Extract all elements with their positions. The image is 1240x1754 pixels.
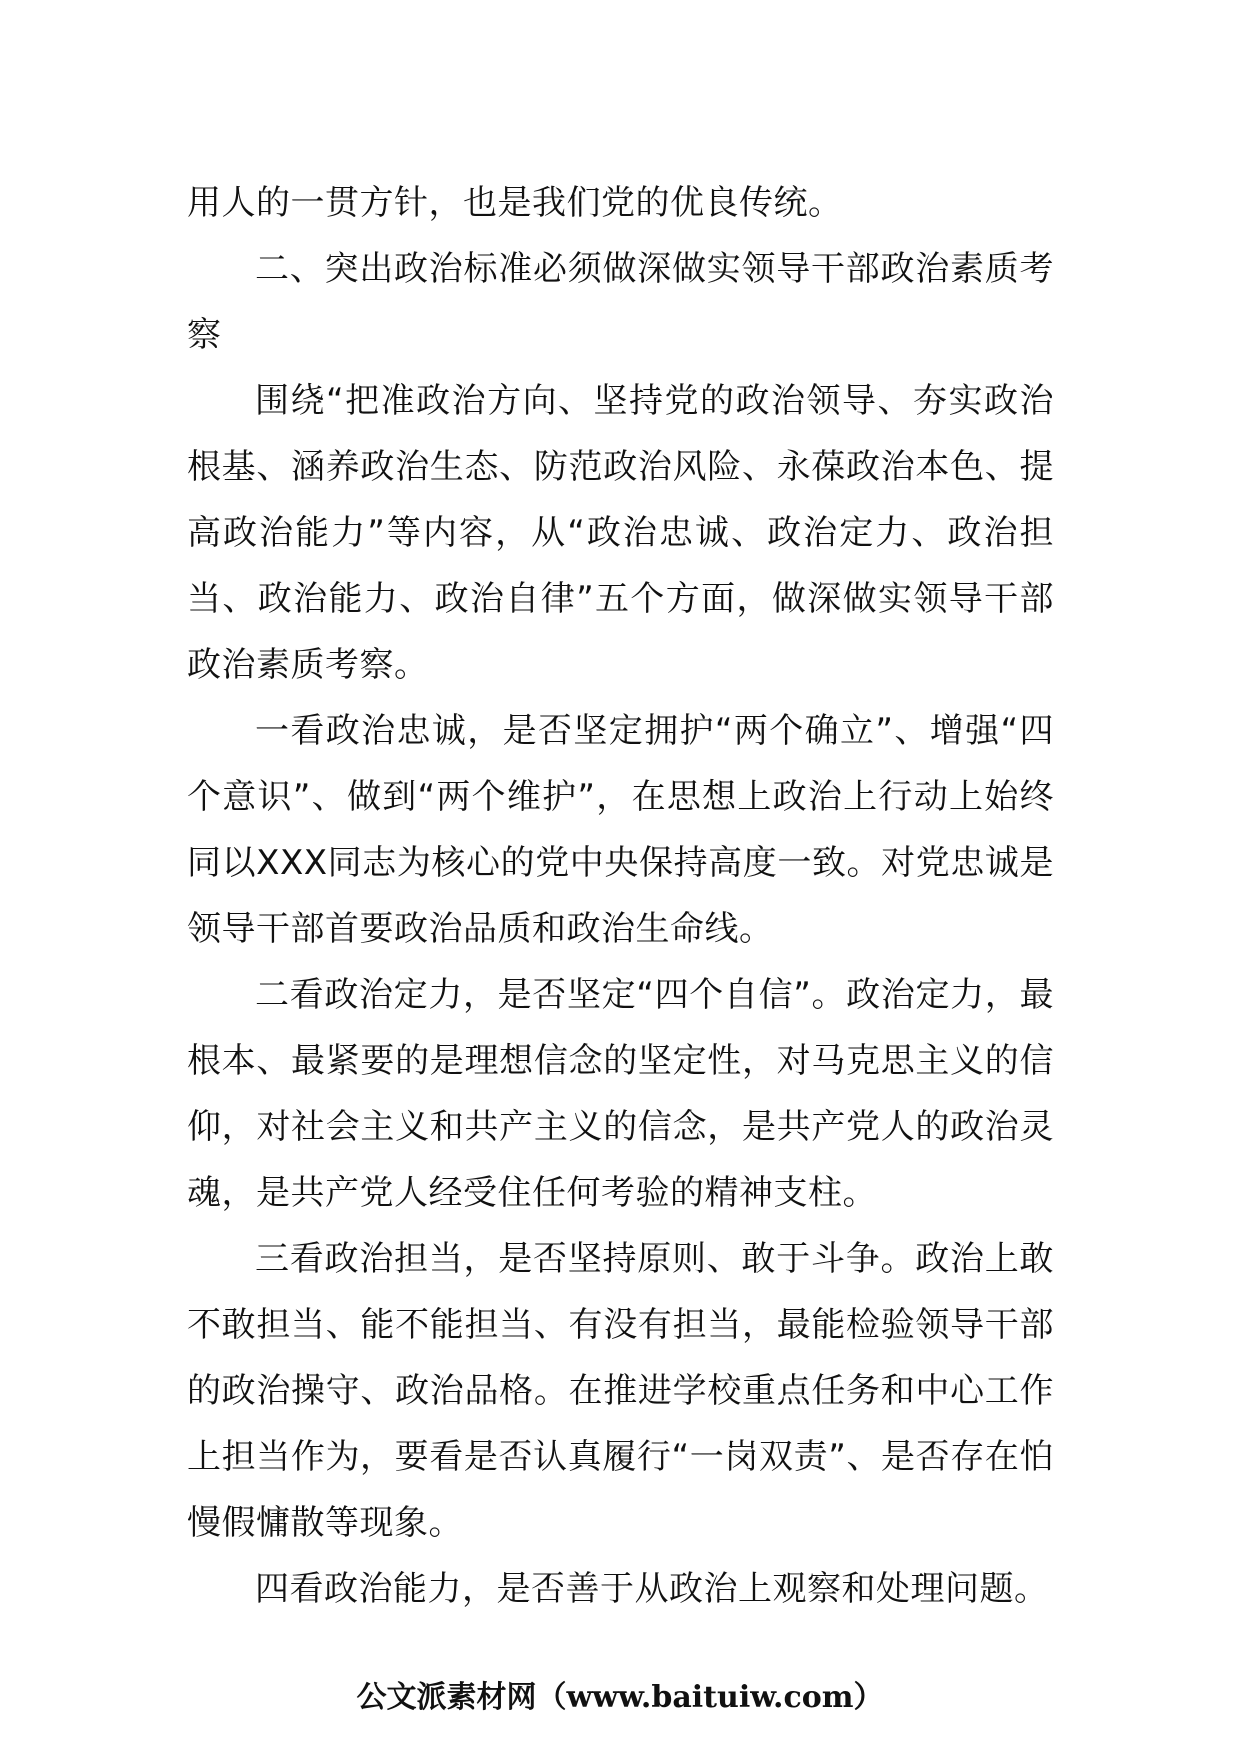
body-paragraph: 围绕“把准政治方向、坚持党的政治领导、夯实政治根基、涵养政治生态、防范政治风险、永葆政治本色、提高政治能力”等内容，从“政治忠诚、政治定力、政治担当、政治能力、政治自律”五个方面，做深做实领导干部政治素质考察。 — [187, 381, 1054, 685]
section-heading: 二、突出政治标准必须做深做实领导干部政治素质考察 — [187, 249, 1054, 355]
footer-watermark-text: 公文派素材网（www.baituiw.com） — [356, 1680, 884, 1715]
body-paragraph: 用人的一贯方针，也是我们党的优良传统。 — [187, 183, 843, 223]
body-paragraph: 三看政治担当，是否坚持原则、敢于斗争。政治上敢不敢担当、能不能担当、有没有担当，最能检验领导干部的政治操守、政治品格。在推进学校重点任务和中心工作上担当作为，要看是否认真履行“一岗双责”、是否存在怕慢假慵散等现象。 — [187, 1239, 1054, 1543]
body-paragraph: 二看政治定力，是否坚定“四个自信”。政治定力，最根本、最紧要的是理想信念的坚定性，对马克思主义的信仰，对社会主义和共产主义的信念，是共产党人的政治灵魂，是共产党人经受住任何考验的精神支柱。 — [187, 975, 1054, 1213]
body-paragraph: 一看政治忠诚，是否坚定拥护“两个确立”、增强“四个意识”、做到“两个维护”，在思想上政治上行动上始终同以XXX同志为核心的党中央保持高度一致。对党忠诚是领导干部首要政治品质和政治生命线。 — [187, 711, 1054, 949]
document-body — [187, 170, 1054, 1622]
body-paragraph: 四看政治能力，是否善于从政治上观察和处理问题。 — [255, 1569, 1049, 1609]
